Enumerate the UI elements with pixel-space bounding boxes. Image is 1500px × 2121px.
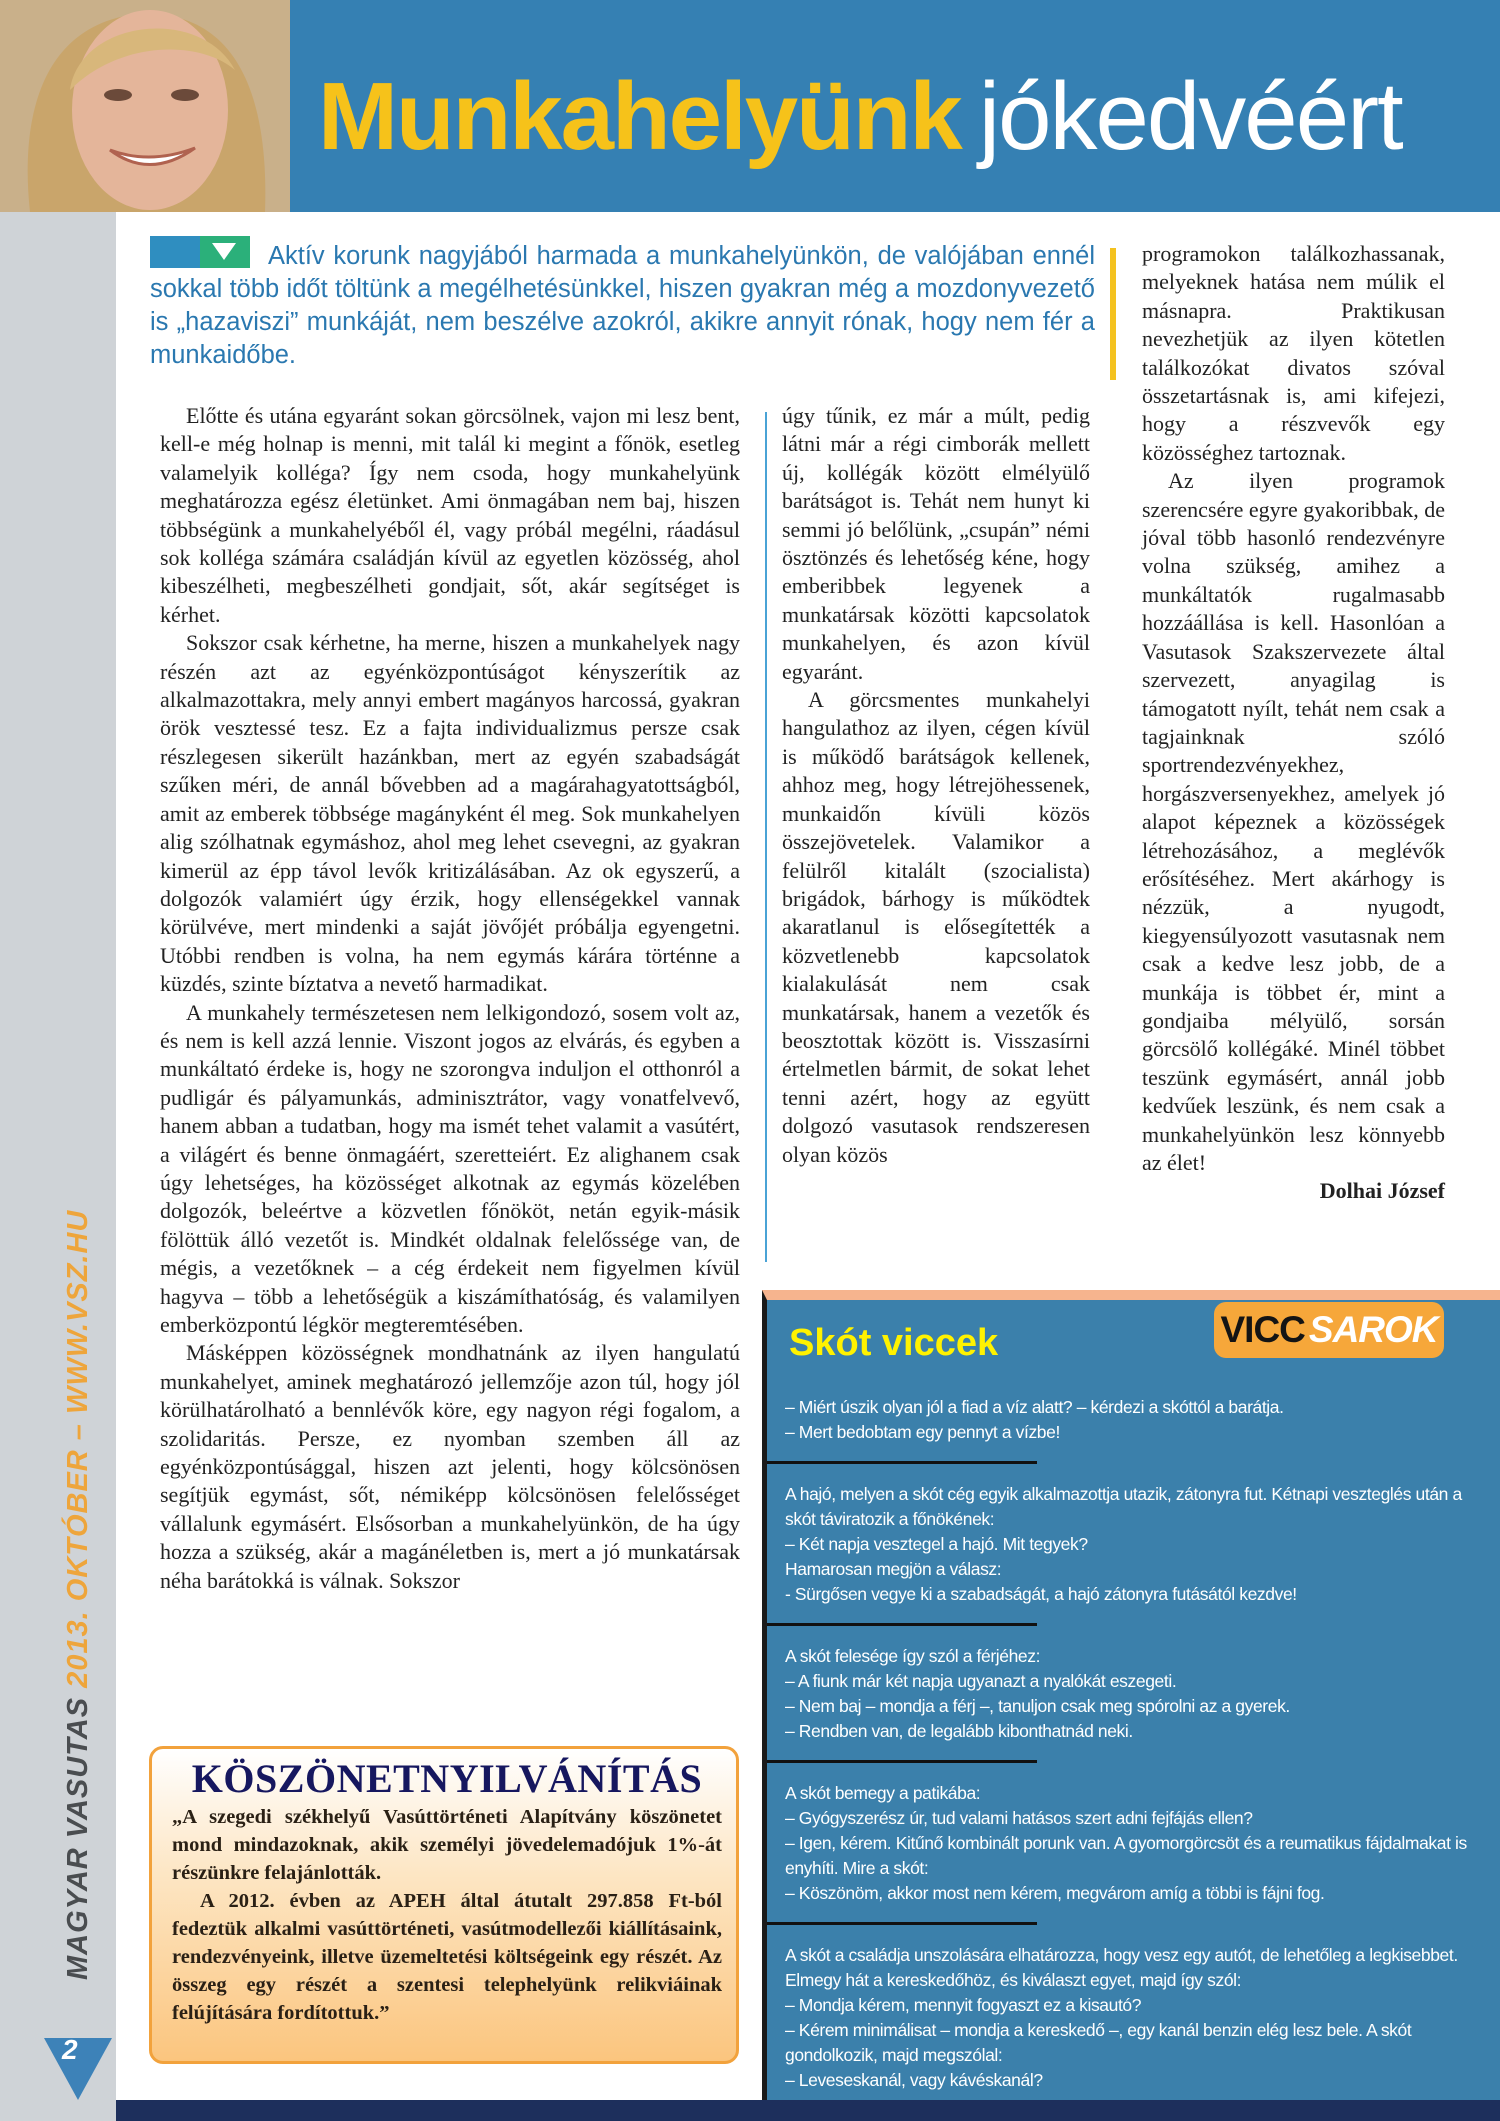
joke-separator [767,1623,1037,1626]
page-title [318,62,1402,172]
joke-separator [767,1461,1037,1464]
joke-item [785,1395,1485,1445]
issue-date: 2013. OKTÓBER – WWW.VSZ.HU [62,1209,94,1688]
jokes-box [762,1290,1500,2100]
joke-line: – Gyógyszerész úr, tud valami hatásos szert adni fejfájás ellen? [785,1808,1253,1828]
joke-line: A hajó, melyen a skót cég egyik alkalmazottja utazik, zátonyra fut. Kétnapi veszteglés után a skót táviratozik a főnökének: [785,1484,1462,1529]
joke-line: Hamarosan megjön a válasz: [785,1559,1002,1579]
joke-line: – Nem baj – mondja a férj –, tanuljon csak meg spórolni az a gyerek. [785,1696,1290,1716]
joke-line: – Igen, kérem. Kitűnő kombinált porunk van. A gyomorgörcsöt és a reumatikus fájdalmakat is enyhíti. Mire a skót: [785,1833,1467,1878]
article-column-2 [782,402,1090,1169]
joke-line: – Rendben van, de legalább kibonthatnád neki. [785,1721,1133,1741]
paragraph: Sokszor csak kérhetne, ha merne, hiszen a munkahelyek nagy részén azt az egyénközpontúságot kényszerítik az alkalmazottakra, mely annyi embert magányos harcossá, gyakran örök vesztessé tesz. Ez a fajta individualizmus persze csak részlegesen sikerült hazánkban, mert az egyén szabadságát szűken méri, de annál bővebben ad a magárahagyatottságból, amit az emberek többsége magányként él meg. Sok munkahelyen alig szólhatnak egymáshoz, ahol meg lehet csevegni, az gyakran kimerül az épp távol levők kritizálásában. Az ok egyszerű, a dolgozók valamiért úgy érzik, hogy ellenségekkel vannak körülvéve, mert mindenki a saját jövőjét próbálja egyengetni. Utóbbi rendben is volna, ha nem egymás kárára történne a küzdés, szinte bíztatva a nevető harmadikat. [160,630,740,997]
paragraph: programokon találkozhassanak, melyeknek hatása nem múlik el másnapra. Praktikusan nevezhetjük az ilyen kötetlen találkozókat divatos szóval összetartásnak is, ami kifejezi, hogy a részvevők egy közösséghez tartoznak. [1142,241,1445,465]
paragraph: úgy tűnik, ez már a múlt, pedig látni már a régi cimborák mellett új, kollégák között elmélyülő barátságot is. Tehát nem hunyt ki semmi jó belőlünk, „csupán” némi ösztönzés és lehetőség kéne, hogy emberibbek legyenek a munkatársak közötti kapcsolatok munkahelyen, és azon kívül egyaránt. [782,403,1090,684]
paragraph: Előtte és utána egyaránt sokan görcsölnek, vajon mi lesz bent, kell-e még holnap is menni, mit talál ki megint a főnök, esetleg valamelyik kolléga? Így nem csoda, hogy munkahelyünk meghatározza egész életünket. Ami önmagában nem baj, hiszen többségünk a munkahelyéből él, vagy próbál megélni, ráadásul sok kolléga számára családján kívül az egyetlen közösség, ahol kibeszélheti, megbeszélheti gondjait, sőt, akár segítséget is kérhet. [160,403,740,627]
thanks-paragraph: A 2012. évben az APEH által átutalt 297.858 Ft-ból fedeztük alkalmi vasúttörténeti, vasútmodellezői kiállításaink, rendezvényeink, illetve üzemeltetési költségeink egy részét. Az összeg egy részét a szentesi telephelyünk relikviáinak felújítására fordítottuk.” [172,1890,722,2024]
paragraph: Az ilyen programok szerencsére egyre gyakoribbak, de jóval több hasonló rendezvényre volna szükség, amihez a munkáltatók rugalmasabb hozzáállása is kell. Hasonlóan a Vasutasok Szakszervezete által szervezett, anyagilag is támogatott nyílt, tehát nem csak a tagjainknak szóló sportrendezvényekhez, horgászversenyekhez, amelyek jó alapot képeznek a közösségek létrehozásához, a meglévők erősítéséhez. Mert akárhogy is nézzük, a nyugodt, kiegyensúlyozott vasutasnak nem csak a kedve lesz jobb, de a munkája is többet ér, mint a gondjaiba mélyülő, sorsán görcsölő kollégáké. Minél többet teszünk egymásért, annál jobb kedvűek leszünk, és nem csak a munkahelyünkön lesz könnyebb az élet! [1142,468,1445,1175]
paragraph: A munkahely természetesen nem lelkigondozó, sosem volt az, és nem is kell azzá lennie. Viszont jogos az elvárás, és egyben a munkáltató érdeke is, hogy ne szorongva induljon el otthonról a pudligár és pályamunkás, adminisztrátor, vagy vonatfelvevő, hanem abban a tudatban, hogy ma ismét tehet valamit a vasútért, a világért és benne önmagáért, szeretteiért. Ez alighanem csak úgy lehetséges, ha közösséget alkotnak az egymás közelében dolgozók, beleértve a közvetlen főnököt, netán egyik-másik fölöttük álló vezetőt is. Mindkét oldalnak felelőssége van, de mégis, a vezetőknek – a cég érdekeit nem figyelmen kívül hagyva – több a lehetőségük a kiszámíthatóság, és valamilyen emberközpontú légkör megteremtésében. [160,999,740,1337]
vicc-sarok-badge [1214,1302,1444,1358]
thanks-paragraph: „A szegedi székhelyű Vasúttörténeti Alapítvány köszönetet mond mindazoknak, akik személyi jövedelemadójuk 1%-át részünkre felajánlották. [172,1806,722,1884]
joke-line: – Mondja kérem, mennyit fogyaszt ez a kisautó? [785,1995,1142,2015]
joke-item [785,1482,1485,1607]
joke-item [785,1781,1485,1906]
lead-paragraph: Aktív korunk nagyjából harmada a munkahelyünkön, de valójában ennél sokkal több időt töltünk a megélhetésünkkel, hiszen gyakran még a mozdonyvezető is „hazaviszi” munkáját, nem beszélve azokról, akikre annyit rónak, hogy nem fér a munkaidőbe. [150,242,1095,369]
article-column-3 [1142,240,1445,1206]
joke-line: – Leveseskanál, vagy kávéskanál? [785,2070,1043,2090]
thanks-title: KÖSZÖNETNYILVÁNÍTÁS [191,1756,703,1801]
magazine-issue-label [62,1210,95,1980]
article-column-1 [160,402,740,1595]
joke-line: – Két napja vesztegel a hajó. Mit tegyek? [785,1534,1088,1554]
page-number: 2 [62,2034,78,2065]
title-light: jókedvéért [978,63,1402,170]
joke-separator [767,1922,1037,1925]
page-number-triangle-icon [44,2038,112,2100]
column-divider [765,412,767,1262]
joke-line: – Köszönöm, akkor most nem kérem, megvárom amíg a többi is fájni fog. [785,1883,1325,1903]
joke-line: – Mert bedobtam egy pennyt a vízbe! [785,1422,1060,1442]
paragraph: Másképpen közösségnek mondhatnánk az ilyen hangulatú munkahelyet, aminek meghatározó jellemzője azon túl, hogy jól körülhatárolható a bennlévők köre, egy nagyon régi fogalom, a szolidaritás. Persze, ez nyomban szemben áll az egyénközpontúsággal, hiszen azt jelenti, hogy kölcsönösen segítjük egymást, sőt, némiképp kölcsönösen felelősséget vállalunk egymásért. Elsősorban a munkahelyünkön, de ha úgy hozza a szükség, akár a magánéletben is, mert a jó munkatársak néha barátokká is válnak. Sokszor [160,1340,740,1593]
joke-separator [767,1760,1037,1763]
joke-line: A skót bemegy a patikába: [785,1783,981,1803]
bottom-bar [116,2100,1500,2121]
joke-list [785,1395,1485,2093]
magazine-name: MAGYAR VASUTAS [62,1696,94,1980]
badge-part-2: SAROK [1308,1309,1438,1350]
author-photo [0,0,290,212]
title-bold: Munkahelyünk [318,63,961,170]
joke-line: – Miért úszik olyan jól a fiad a víz alatt? – kérdezi a skóttól a barátja. [785,1397,1284,1417]
left-sidebar [0,212,116,2121]
badge-part-1: VICC [1220,1309,1305,1350]
accent-bar [1110,248,1116,380]
jokes-title: Skót viccek [789,1322,999,1364]
author-name: Dolhai József [1319,1178,1445,1204]
joke-line: – Kérem minimálisat – mondja a kereskedő –, egy kanál benzin elég lesz bele. A skót gondolkozik, majd megszólal: [785,2020,1412,2065]
joke-item [785,1644,1485,1744]
joke-line: - Sürgősen vegye ki a szabadságát, a hajó zátonyra futásától kezdve! [785,1584,1297,1604]
joke-line: A skót felesége így szól a férjéhez: [785,1646,1041,1666]
joke-item [785,1943,1485,2093]
joke-line: A skót a családja unszolására elhatározza, hogy vesz egy autót, de lehetőleg a legkisebbet. Elmegy hát a kereskedőhöz, és kiválaszt egyet, majd így szól: [785,1945,1458,1990]
joke-line: – A fiunk már két napja ugyanazt a nyalókát eszegeti. [785,1671,1177,1691]
thanks-box [149,1746,739,2064]
paragraph: A görcsmentes munkahelyi hangulathoz az ilyen, cégen kívül is működő barátságok kellenek, ahhoz meg, hogy létrejöhessenek, munkaidőn kívüli közös összejövetelek. Valamikor a felülről kitalált (szocialista) brigádok, bárhogy is működtek akaratlanul is elősegítették a közvetlenebb kapcsolatok kialakulását nem csak munkatársak, hanem a vezetők és beosztottak között is. Visszasírni értelmetlen bármit, de sokat lehet tenni azért, hogy az együtt dolgozó vasutasok rendszeresen olyan közös [782,687,1090,1167]
